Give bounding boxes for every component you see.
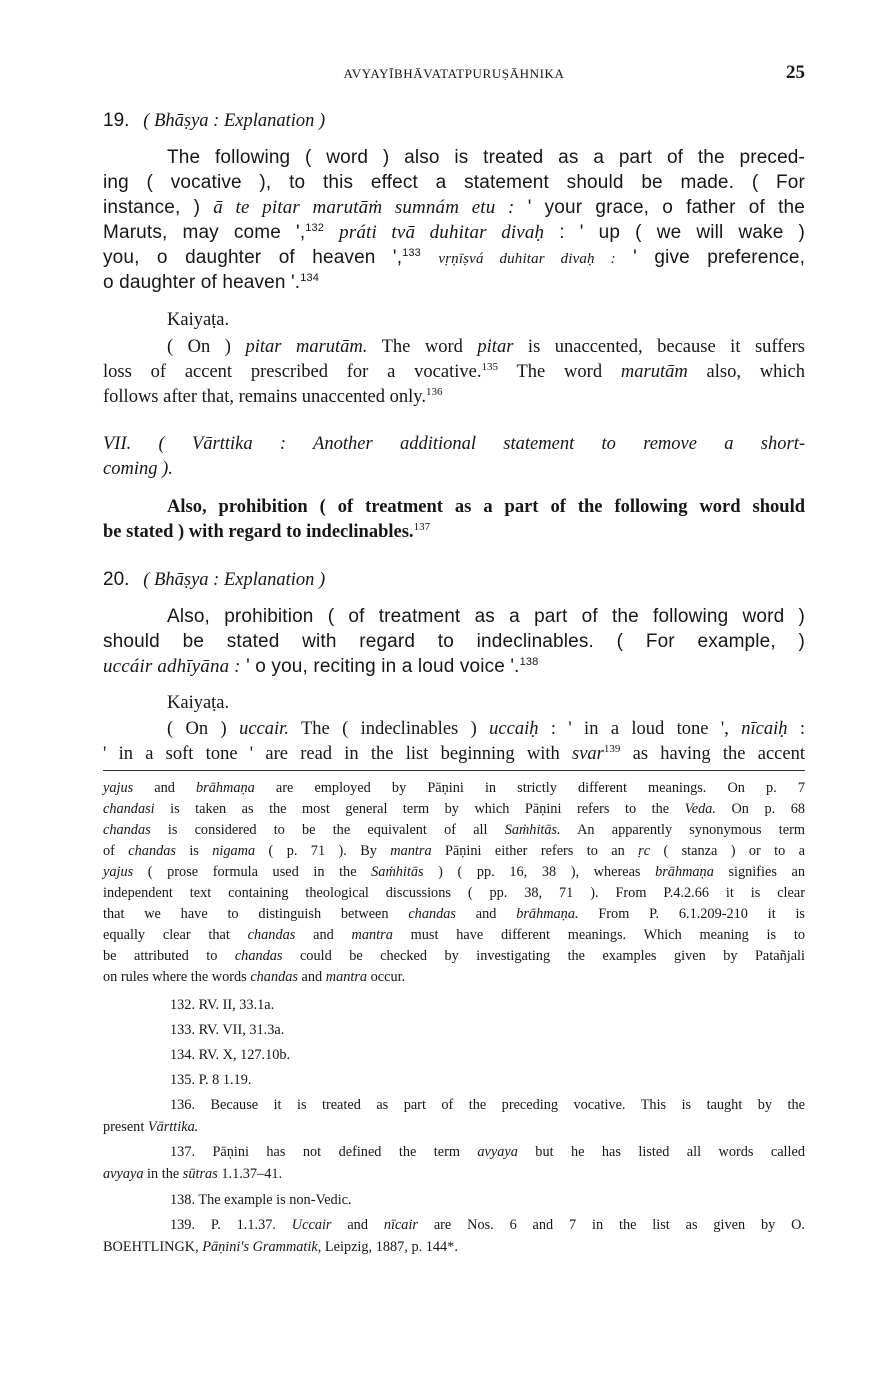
- running-title: AVYAYĪBHĀVATATPURUṢĀHNIKA: [343, 66, 565, 81]
- page-number: 25: [786, 62, 805, 83]
- paragraph-line: Also, prohibition ( of treatment as a part of the following word ): [167, 606, 805, 627]
- paragraph-line: ( On ) pitar marutām. The word pitar is unaccented, because it suffers: [167, 337, 805, 357]
- footnote-ref: 134: [300, 272, 320, 284]
- section-heading-text: ( Bhāṣya : Explanation ): [143, 111, 326, 131]
- footnote-ref: 136: [425, 386, 443, 398]
- paragraph-line: you, o daughter of heaven ',$^{133}$ vṛṇīṣvá duhitar divaḥ : ' give preference,: [103, 247, 805, 268]
- footnote-line: chandasi is taken as the most general term by which Pāṇini refers to the Veda. On p. 68: [103, 801, 805, 817]
- paragraph-line: ( On ) uccair. The ( indeclinables ) uccaiḥ : ' in a loud tone ', nīcaiḥ :: [167, 719, 805, 739]
- footnote-139-cont: BOEHTLINGK, Pāṇini's Grammatik, Leipzig, 1887, p. 144*.: [103, 1239, 458, 1255]
- footnote-line: of chandas is nigama ( p. 71 ). By mantra Pāṇini either refers to an ṛc ( stanza ) or to a: [103, 843, 805, 859]
- footnote-line: yajus and brāhmaṇa are employed by Pāṇini in strictly different meanings. On p. 7: [103, 780, 806, 796]
- footnote-ref: 138: [519, 656, 539, 668]
- footnote-132: 132. RV. II, 33.1a.: [170, 997, 275, 1013]
- footnote-139: 139. P. 1.1.37. Uccair and nīcair are Nos. 6 and 7 in the list as given by O.: [170, 1217, 805, 1233]
- footnote-ref: 135: [481, 361, 498, 373]
- footnote-ref: 137: [413, 521, 431, 533]
- section-heading-text: ( Bhāṣya : Explanation ): [143, 570, 326, 590]
- footnote-separator: [103, 770, 805, 771]
- paragraph-line: The following ( word ) also is treated as a part of the preced-: [167, 147, 805, 168]
- paragraph-line: uccáir adhīyāna : ' o you, reciting in a loud voice '.$^{138}$: [103, 656, 539, 677]
- paragraph-line: ing ( vocative ), to this effect a statement should be made. ( For: [103, 172, 805, 193]
- footnote-ref: 132: [305, 222, 325, 234]
- footnote-line: yajus ( prose formula used in the Saṁhitās ) ( pp. 16, 38 ), whereas brāhmaṇa signifies an: [103, 864, 805, 880]
- footnote-line: chandas is considered to be the equivalent of all Saṁhitās. An apparently synonymous term: [103, 822, 805, 838]
- footnote-135: 135. P. 8 1.19.: [170, 1072, 252, 1088]
- paragraph-line: follows after that, remains unaccented only.$^{136}$: [103, 386, 443, 407]
- page-header: [103, 62, 805, 86]
- footnote-line: on rules where the words chandas and mantra occur.: [103, 969, 406, 985]
- footnote-138: 138. The example is non-Vedic.: [170, 1192, 352, 1208]
- footnote-ref: 139: [603, 743, 621, 755]
- footnote-line: equally clear that chandas and mantra must have different meanings. Which meaning is to: [103, 927, 805, 943]
- footnote-134: 134. RV. X, 127.10b.: [170, 1047, 291, 1063]
- footnote-136: 136. Because it is treated as part of the preceding vocative. This is taught by the: [170, 1097, 805, 1113]
- footnote-137-cont: avyaya in the sūtras 1.1.37–41.: [103, 1166, 283, 1182]
- paragraph-line: should be stated with regard to indeclinables. ( For example, ): [103, 631, 805, 652]
- varttika-rule: be stated ) with regard to indeclinables.$^{137}$: [103, 521, 431, 542]
- footnote-ref: 133: [402, 247, 421, 259]
- varttika-heading-cont: coming ).: [103, 459, 173, 479]
- paragraph-line: o daughter of heaven '.$^{134}$: [103, 272, 320, 293]
- paragraph-line: loss of accent prescribed for a vocative.$^{135}$ The word marutām also, which: [103, 361, 805, 382]
- footnote-line: be attributed to chandas could be checked by investigating the examples given by Patañjali: [103, 948, 805, 964]
- paragraph-line: ' in a soft tone ' are read in the list beginning with svar$^{139}$ as having the accent: [103, 743, 805, 764]
- paragraph-line: Maruts, may come ',$^{132}$ práti tvā duhitar divaḥ : ' up ( we will wake ): [103, 222, 805, 243]
- paragraph-line: instance, ) ā te pitar marutāṁ sumnám etu : ' your grace, o father of the: [103, 197, 805, 218]
- section-number: 20.: [103, 569, 130, 590]
- footnote-136-cont: present Vārttika.: [103, 1119, 199, 1135]
- section-20-heading: [103, 569, 805, 591]
- footnote-line: that we have to distinguish between chandas and brāhmaṇa. From P. 6.1.209-210 it is: [103, 906, 805, 922]
- footnote-line: independent text containing theological discussions ( pp. 38, 71 ). From P.4.2.66 it is clear: [103, 885, 805, 901]
- section-19-heading: [103, 110, 805, 132]
- footnote-137: 137. Pāṇini has not defined the term avyaya but he has listed all words called: [170, 1144, 805, 1160]
- kaiyata-label: Kaiyaṭa.: [167, 693, 230, 713]
- varttika-rule: Also, prohibition ( of treatment as a part of the following word should: [167, 497, 805, 517]
- section-number: 19.: [103, 110, 130, 131]
- varttika-heading: VII. ( Vārttika : Another additional statement to remove a short-: [103, 434, 805, 454]
- footnote-133: 133. RV. VII, 31.3a.: [170, 1022, 285, 1038]
- kaiyata-label: Kaiyaṭa.: [167, 310, 230, 330]
